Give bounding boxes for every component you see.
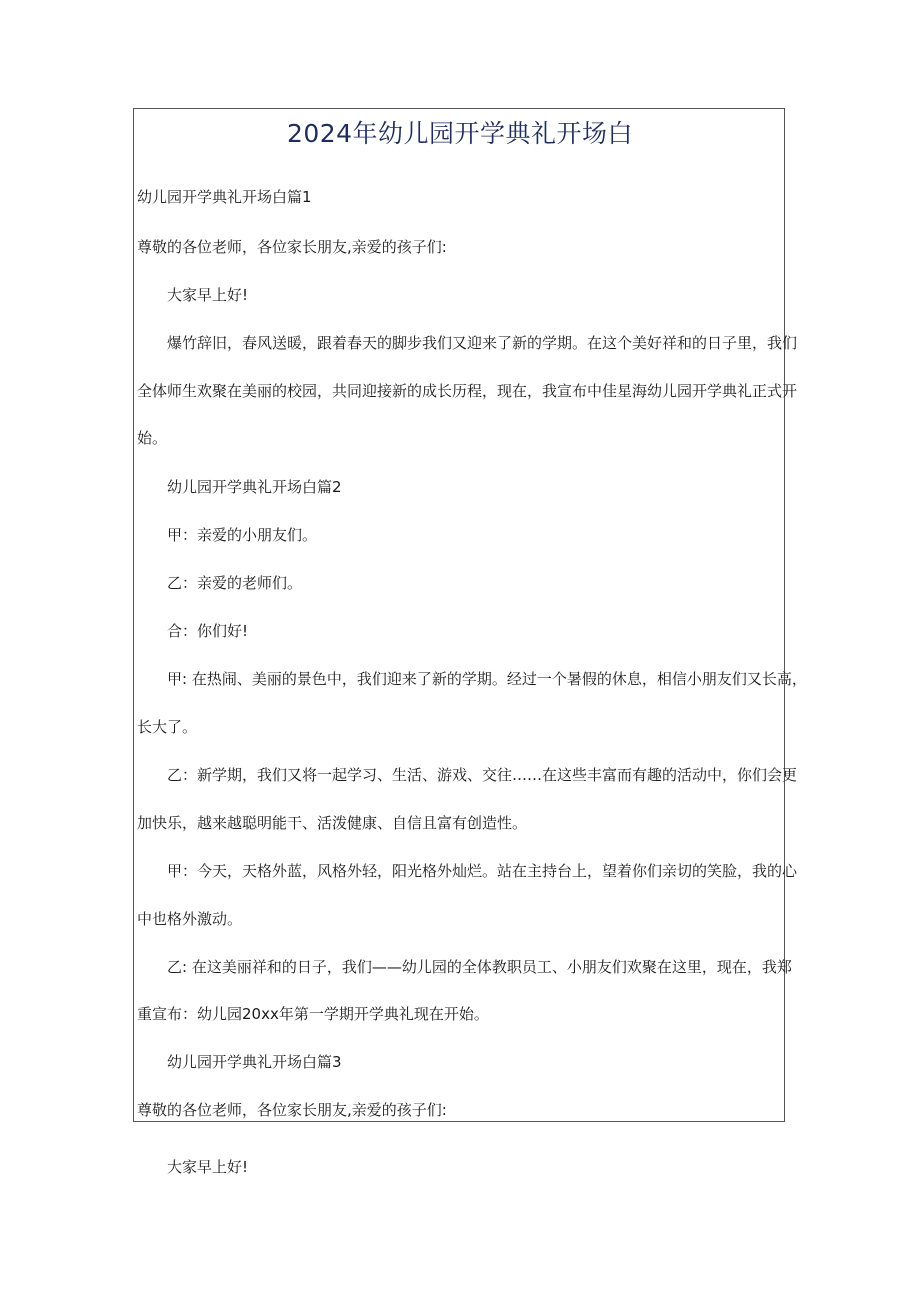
paragraph-line: 尊敬的各位老师，各位家长朋友,亲爱的孩子们: — [137, 1101, 447, 1119]
paragraph-line: 加快乐，越来越聪明能干、活泼健康、自信且富有创造性。 — [137, 814, 528, 832]
paragraph-line: 爆竹辞旧，春风送暖，跟着春天的脚步我们又迎来了新的学期。在这个美好祥和的日子里，我们 — [167, 334, 798, 352]
section-heading-1: 幼儿园开学典礼开场白篇1 — [137, 188, 312, 206]
paragraph-line: 全体师生欢聚在美丽的校园，共同迎接新的成长历程，现在，我宣布中佳星海幼儿园开学典礼正式开 — [137, 382, 798, 400]
paragraph-line: 乙：亲爱的老师们。 — [167, 574, 303, 592]
paragraph-line: 甲: 在热闹、美丽的景色中，我们迎来了新的学期。经过一个暑假的休息，相信小朋友们又长高， — [167, 670, 807, 688]
section-heading-3: 幼儿园开学典礼开场白篇3 — [167, 1053, 342, 1071]
paragraph-line: 始。 — [137, 429, 168, 447]
paragraph-line: 大家早上好! — [167, 1158, 249, 1176]
section-heading-2: 幼儿园开学典礼开场白篇2 — [167, 478, 342, 496]
document-title: 2024年幼儿园开学典礼开场白 — [286, 119, 634, 148]
paragraph-line: 尊敬的各位老师，各位家长朋友,亲爱的孩子们: — [137, 238, 447, 256]
paragraph-line: 甲：今天，天格外蓝，风格外轻，阳光格外灿烂。站在主持台上，望着你们亲切的笑脸，我的心 — [167, 862, 798, 880]
paragraph-line: 合：你们好! — [167, 622, 249, 640]
paragraph-line: 甲：亲爱的小朋友们。 — [167, 526, 318, 544]
paragraph-line: 乙：新学期，我们又将一起学习、生活、游戏、交往……在这些丰富而有趣的活动中，你们会更 — [167, 766, 798, 784]
paragraph-line: 大家早上好! — [167, 286, 249, 304]
paragraph-line: 长大了。 — [137, 718, 198, 736]
paragraph-line: 中也格外激动。 — [137, 910, 243, 928]
paragraph-line: 乙: 在这美丽祥和的日子，我们——幼儿园的全体教职员工、小朋友们欢聚在这里，现在，我郑 — [167, 958, 792, 976]
paragraph-line: 重宣布：幼儿园20xx年第一学期开学典礼现在开始。 — [137, 1005, 489, 1023]
